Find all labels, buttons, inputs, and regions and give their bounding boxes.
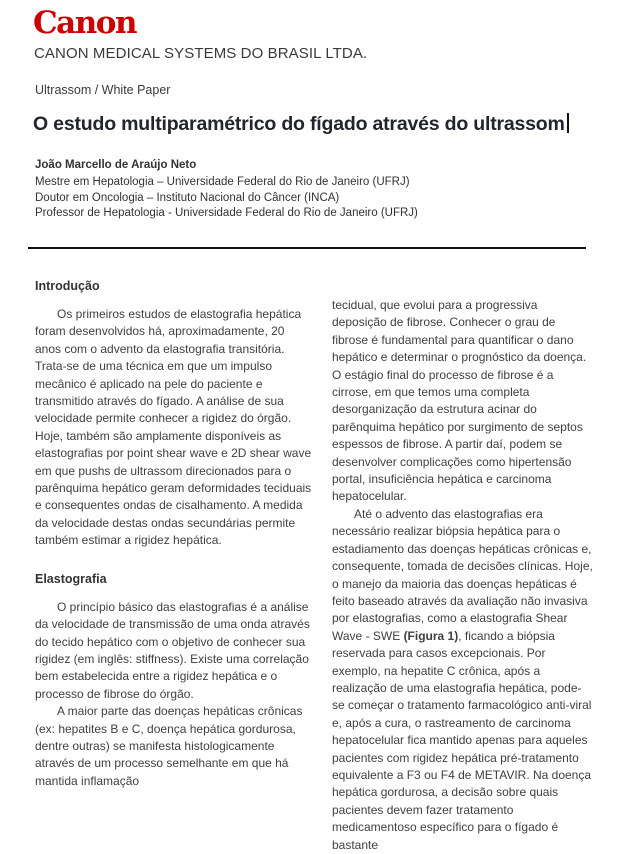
paragraph-biopsia-text-cont: , ficando a biópsia reservada para casos excepcionais. Por exemplo, na hepatite C crônica, após a realização de uma elastografia hepática, pode-se começar o tratamento farmacológico anti-viral e, após a cura, o rastreamento de carcinoma hepatocelular fica mantido apenas para aqueles pacientes com rigidez hepática pré-tratamento equivalente a F3 ou F4 de METAVIR. Na doença hepática gordurosa, a decisão sobre quais pacientes devem fazer tratamento medicamentoso específico para o fígado é bastante [332, 628, 592, 852]
figura-1-reference: (Figura 1) [403, 628, 459, 643]
author-name: João Marcello de Araújo Neto [35, 159, 197, 171]
paragraph-biopsia [332, 506, 593, 854]
paragraph-introducao: Os primeiros estudos de elastografia hepática foram desenvolvidos há, aproximadamente, 20 anos com o advento da elastografia transitória. Trata-se de uma técnica em que um impulso mecânico é aplicado na pele do paciente e transmitido através do fígado. A análise de sua velocidade permite conhecer a rigidez do órgão. Hoje, também são amplamente disponíveis as elastografias por point shear wave e 2D shear wave em que pushs de ultrassom direcionados para o parênquima hepático geram deformidades teciduais e consequentes ondas de cisalhamento. A medida da velocidade destas ondas secundárias permite também estimar a rigidez hepática. [35, 307, 312, 548]
page-title [33, 113, 608, 136]
canon-logo: Canon [33, 5, 137, 41]
document-category: Ultrassom / White Paper [35, 83, 171, 97]
left-column [35, 276, 313, 854]
page-title-text: O estudo multiparamétrico do fígado através do ultrassom [33, 113, 565, 135]
author-credential-3: Professor de Hepatologia - Universidade Federal do Rio de Janeiro (UFRJ) [35, 207, 418, 219]
section-divider [28, 247, 586, 249]
company-name: CANON MEDICAL SYSTEMS DO BRASIL LTDA. [34, 45, 368, 62]
heading-elastografia: Elastografia [35, 571, 107, 586]
author-block [35, 157, 575, 222]
text-cursor [567, 113, 569, 133]
paragraph-elastografia-2: A maior parte das doenças hepáticas crônicas (ex: hepatites B e C, doença hepática gordurosa, dentre outras) se manifesta histologicamente através de um processo semelhante em que há mantida inflamação [35, 704, 303, 788]
paragraph-elastografia-1: O princípio básico das elastografias é a análise da velocidade de transmissão de uma onda através do tecido hepático com o objetivo de conhecer sua rigidez (em inglês: stiffness). Existe uma correlação bem estabelecida entre a rigidez hepática e o processo de fibrose do órgão. [35, 599, 310, 701]
author-credential-1: Mestre em Hepatologia – Universidade Federal do Rio de Janeiro (UFRJ) [35, 176, 410, 188]
body-columns [35, 276, 593, 854]
heading-introducao: Introdução [35, 279, 100, 293]
right-column [332, 276, 593, 854]
paragraph-biopsia-text: Até o advento das elastografias era necessário realizar biópsia hepática para o estadiamento das doenças hepáticas crônicas e, consequente, tomada de decisões clínicas. Hoje, o manejo da maioria das doenças hepáticas é feito baseado através da avaliação não invasiva por elastografias, como a elastografia Shear Wave - SWE [332, 506, 593, 643]
paragraph-fibrose: tecidual, que evolui para a progressiva deposição de fibrose. Conhecer o grau de fibrose é fundamental para quantificar o dano hepático e determinar o prognóstico da doença. O estágio final do processo de fibrose é a cirrose, em que temos uma completa desorganização da estrutura acinar do parênquima hepático por surgimento de septos espessos de fibrose. A partir daí, podem se desenvolver complicações como hipertensão portal, insuficiência hepática e carcinoma hepatocelular. [332, 298, 587, 504]
author-credential-2: Doutor em Oncologia – Instituto Nacional do Câncer (INCA) [35, 191, 340, 204]
